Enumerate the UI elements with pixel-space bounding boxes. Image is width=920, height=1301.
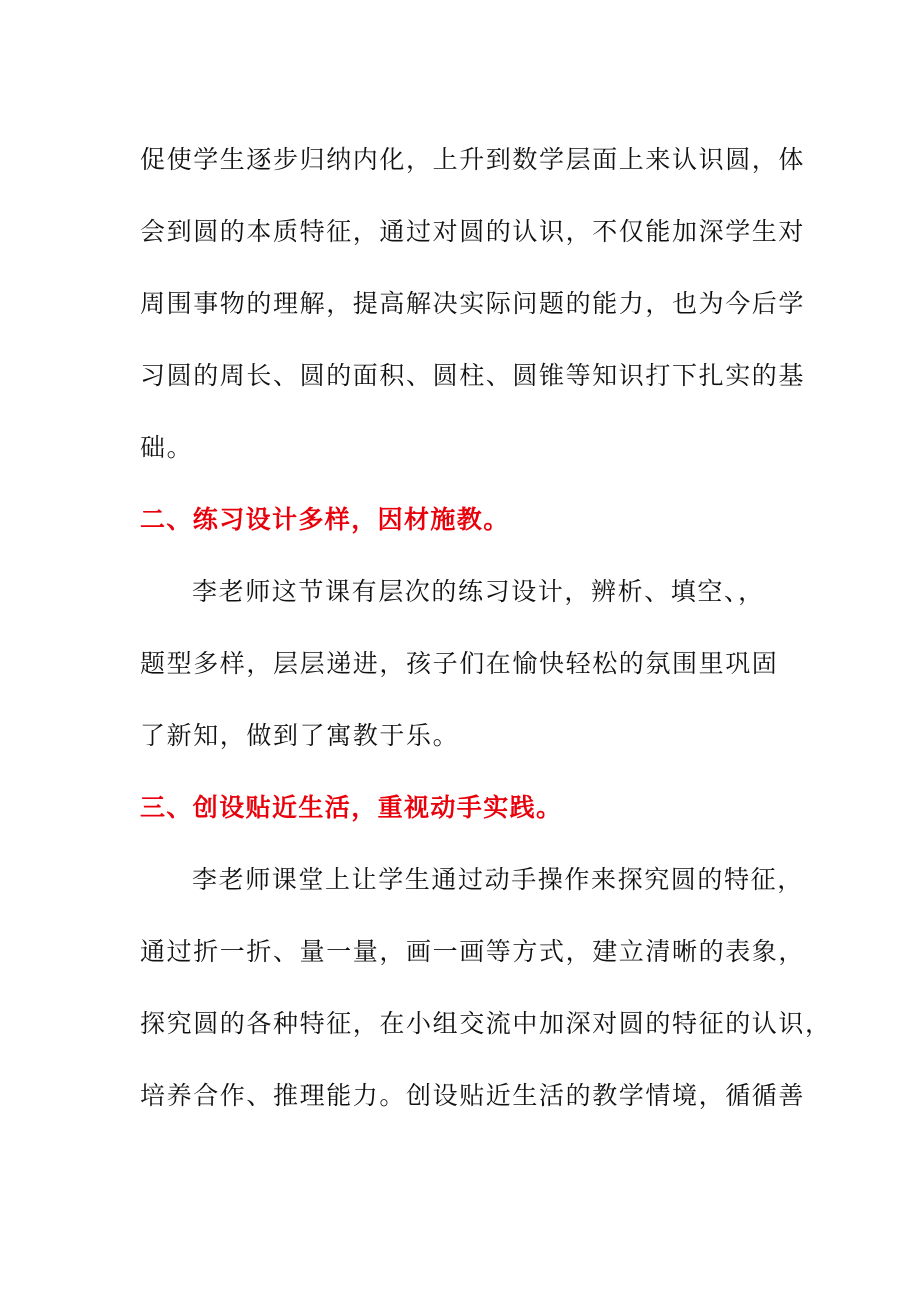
paragraph-line: 培养合作、推理能力。创设贴近生活的教学情境，循循善 [140, 1081, 806, 1110]
paragraph-line: 探究圆的各种特征，在小组交流中加深对圆的特征的认识， [140, 1009, 832, 1038]
paragraph-line: 习圆的周长、圆的面积、圆柱、圆锥等知识打下扎实的基 [140, 361, 806, 390]
paragraph-line: 李老师课堂上让学生通过动手操作来探究圆的特征， [192, 865, 804, 894]
paragraph-line: 会到圆的本质特征，通过对圆的认识，不仅能加深学生对 [140, 217, 806, 246]
paragraph-line: 周围事物的理解，提高解决实际问题的能力，也为今后学 [140, 289, 806, 318]
section-heading: 二、练习设计多样，因材施教。 [140, 505, 510, 534]
paragraph-line: 促使学生逐步归纳内化，上升到数学层面上来认识圆，体 [140, 145, 806, 174]
section-heading: 三、创设贴近生活，重视动手实践。 [140, 793, 563, 822]
paragraph-line: 题型多样，层层递进，孩子们在愉快轻松的氛围里巩固 [140, 649, 779, 678]
paragraph-line: 通过折一折、量一量，画一画等方式，建立清晰的表象， [140, 937, 806, 966]
paragraph-line: 了新知，做到了寓教于乐。 [140, 721, 460, 750]
paragraph-line: 础。 [140, 433, 194, 462]
paragraph-line: 李老师这节课有层次的练习设计，辨析、填空、， [192, 577, 765, 606]
